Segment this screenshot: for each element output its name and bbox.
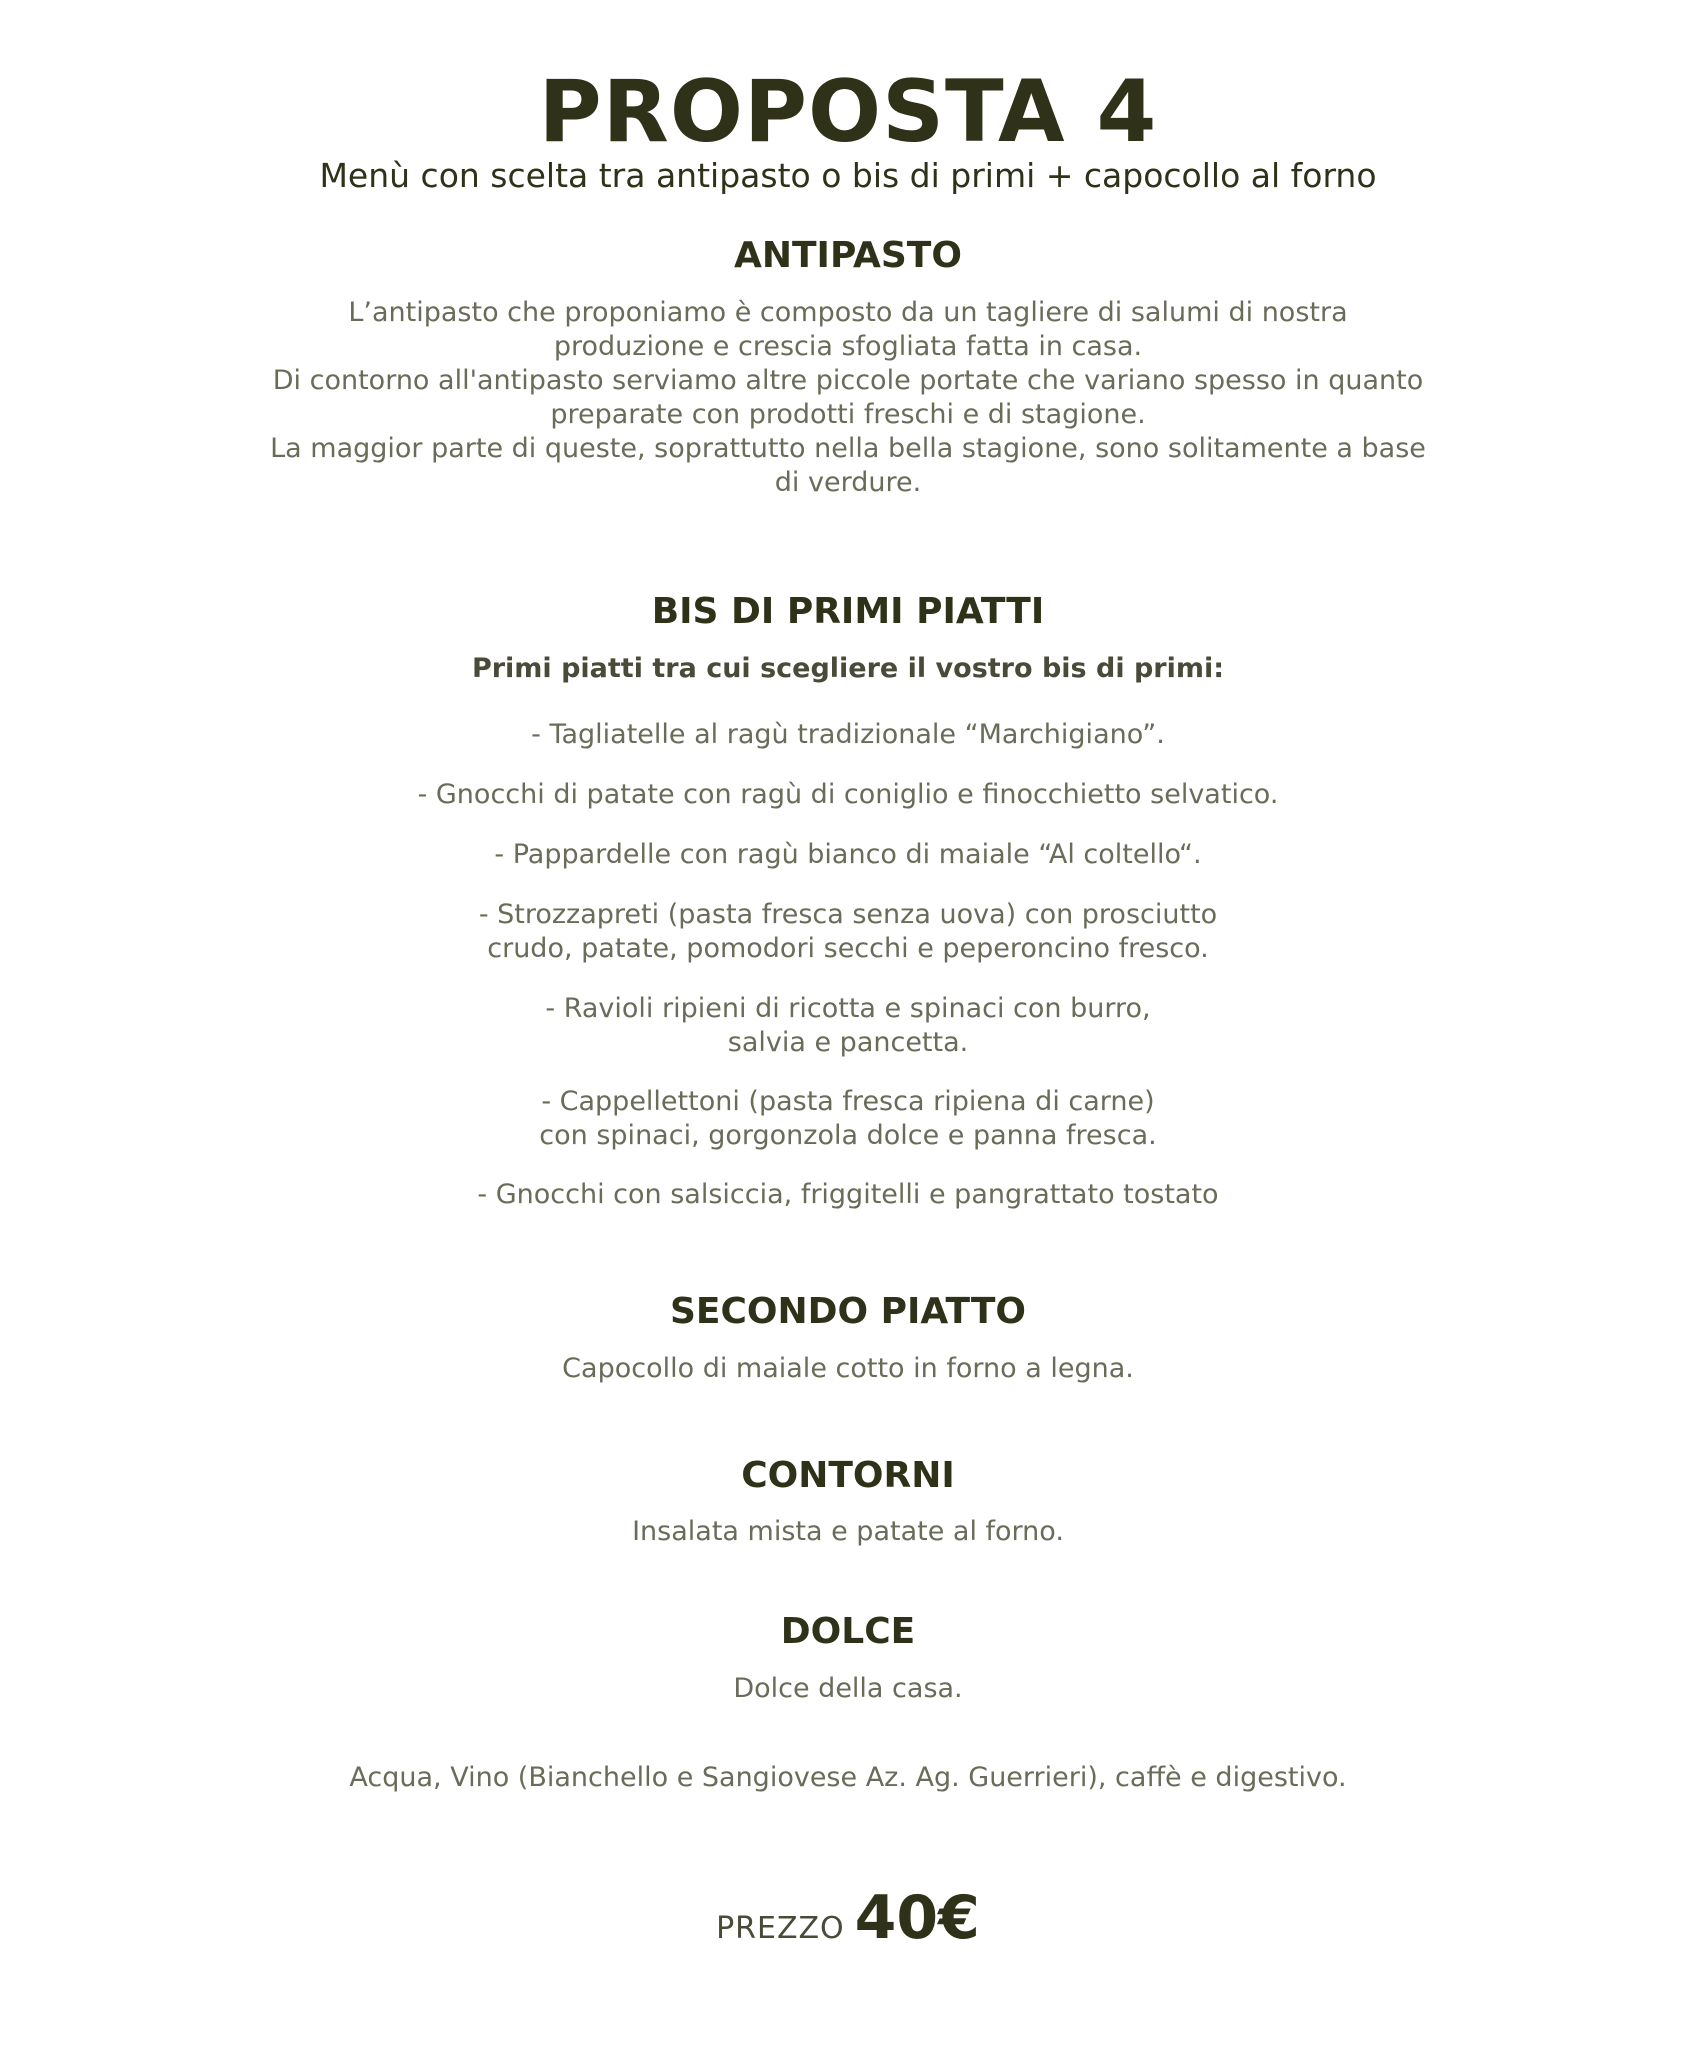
dolce-text: Dolce della casa. <box>733 1673 963 1704</box>
primi-item-line: - Gnocchi di patate con ragù di coniglio e finocchietto selvatico. <box>417 779 1279 810</box>
page-subtitle: Menù con scelta tra antipasto o bis di primi + capocollo al forno <box>319 156 1377 195</box>
primi-item-line: salvia e pancetta. <box>727 1027 969 1058</box>
primi-item <box>0 718 1696 752</box>
antipasto-line: L’antipasto che proponiamo è composto da un tagliere di salumi di nostra <box>348 297 1348 328</box>
primi-item-line: - Strozzapreti (pasta fresca senza uova) con prosciutto <box>478 899 1218 930</box>
antipasto-line: produzione e crescia sfogliata fatta in casa. <box>553 331 1143 362</box>
antipasto-line: preparate con prodotti freschi e di stagione. <box>550 399 1146 430</box>
price-label: PREZZO <box>716 1911 845 1946</box>
primi-item-line: - Ravioli ripieni di ricotta e spinaci con burro, <box>545 993 1151 1024</box>
primi-item <box>0 898 1696 966</box>
primi-item <box>0 1085 1696 1153</box>
antipasto-description <box>0 296 1696 500</box>
primi-item-line: - Pappardelle con ragù bianco di maiale “Al coltello“. <box>494 839 1202 870</box>
primi-heading: BIS DI PRIMI PIATTI <box>651 591 1045 632</box>
primi-item-line: crudo, patate, pomodori secchi e peperoncino fresco. <box>487 933 1209 964</box>
primi-item <box>0 778 1696 812</box>
secondo-heading: SECONDO PIATTO <box>669 1291 1027 1332</box>
primi-item-line: - Tagliatelle al ragù tradizionale “Marchigiano”. <box>531 719 1165 750</box>
antipasto-line: Di contorno all'antipasto serviamo altre piccole portate che variano spesso in quanto <box>272 365 1424 396</box>
antipasto-line: La maggior parte di queste, soprattutto nella bella stagione, sono solitamente a base <box>270 433 1426 464</box>
primi-item-line: con spinaci, gorgonzola dolce e panna fresca. <box>539 1120 1157 1151</box>
price-row <box>0 1878 1696 1973</box>
primi-intro: Primi piatti tra cui scegliere il vostro bis di primi: <box>471 653 1225 684</box>
page-title: PROPOSTA 4 <box>538 62 1158 162</box>
primi-item <box>0 992 1696 1060</box>
antipasto-heading: ANTIPASTO <box>734 235 962 276</box>
primi-item-line: - Gnocchi con salsiccia, friggitelli e pangrattato tostato <box>477 1179 1219 1210</box>
contorni-heading: CONTORNI <box>741 1455 955 1496</box>
primi-item <box>0 1178 1696 1212</box>
price-value: 40€ <box>854 1883 980 1953</box>
contorni-text: Insalata mista e patate al forno. <box>632 1516 1064 1547</box>
beverages-text: Acqua, Vino (Bianchello e Sangiovese Az. Ag. Guerrieri), caffè e digestivo. <box>349 1762 1347 1793</box>
secondo-text: Capocollo di maiale cotto in forno a legna. <box>562 1353 1134 1384</box>
primi-item-line: - Cappellettoni (pasta fresca ripiena di carne) <box>541 1086 1155 1117</box>
dolce-heading: DOLCE <box>780 1611 916 1652</box>
primi-item <box>0 838 1696 872</box>
antipasto-line: di verdure. <box>774 467 922 498</box>
